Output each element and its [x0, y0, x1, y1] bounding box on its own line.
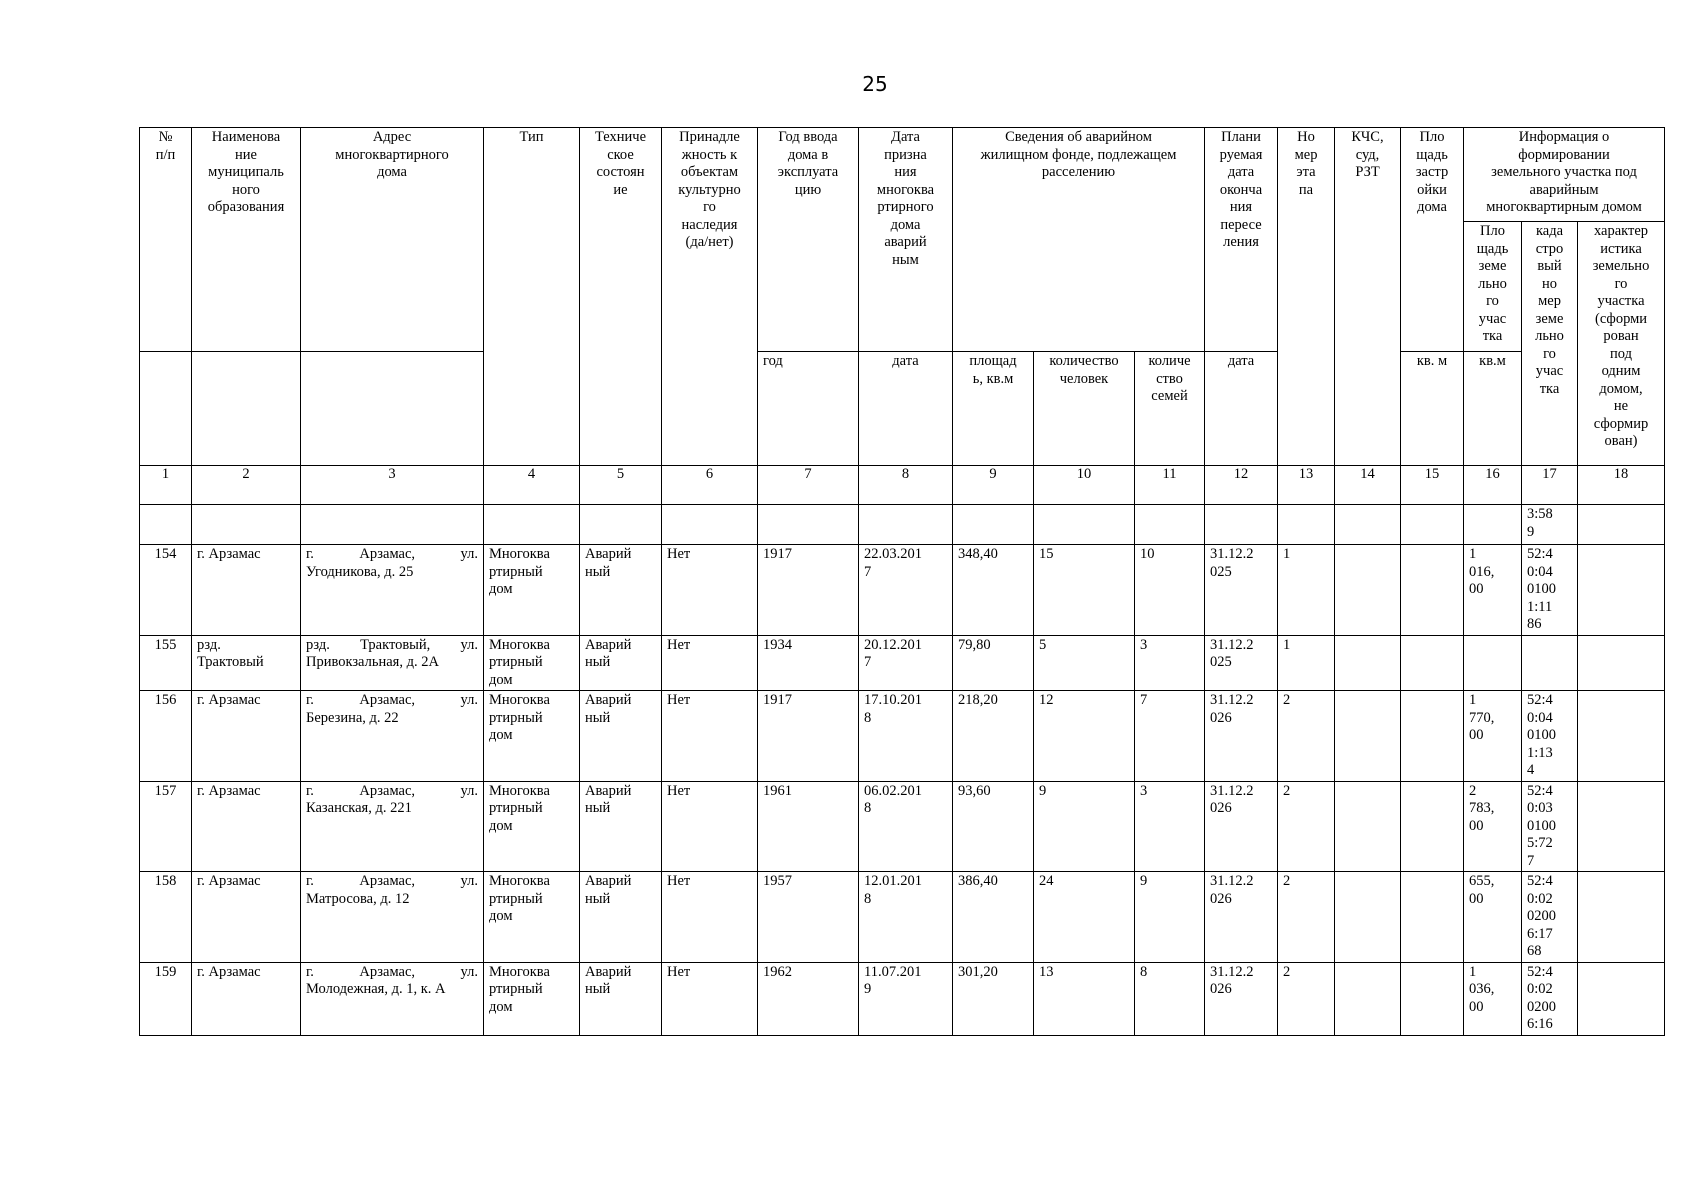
col-number: 8 [859, 466, 953, 505]
cell-build-area [1401, 691, 1464, 782]
cell-state: Аварий ный [580, 781, 662, 872]
cell-build-area [1401, 781, 1464, 872]
cell-year: 1917 [758, 691, 859, 782]
header-row-number: № п/п [140, 128, 192, 352]
cell-kchs [1335, 635, 1401, 691]
header-municipality: Наименова ние муниципаль ного образования [192, 128, 301, 352]
header-kchs: КЧС, суд, РЗТ [1335, 128, 1401, 466]
cell-families: 7 [1135, 691, 1205, 782]
cell-number: 154 [140, 545, 192, 636]
cell-land-char [1578, 545, 1665, 636]
cell-families: 10 [1135, 545, 1205, 636]
header-emergency-fund: Сведения об аварийном жилищном фонде, подлежащем расселению [953, 128, 1205, 352]
header-area-unit: площад ь, кв.м [953, 352, 1034, 466]
cell-cadastral [1522, 635, 1578, 691]
col-number: 1 [140, 466, 192, 505]
cell-cadastral: 52:4 0:03 0100 5:72 7 [1522, 781, 1578, 872]
address-line-1: г. Арзамас, ул. [306, 692, 478, 708]
header-address: Адрес многоквартирного дома [301, 128, 484, 352]
address-line-2: Молодежная, д. 1, к. А [306, 981, 446, 997]
cell-kchs [1335, 872, 1401, 963]
cell-number: 157 [140, 781, 192, 872]
cell-area: 79,80 [953, 635, 1034, 691]
header-year-unit: год [758, 352, 859, 466]
cell-cadastral: 3:58 9 [1522, 505, 1578, 545]
cell-municipality: г. Арзамас [192, 872, 301, 963]
header-land-area: Пло щадь земе льно го учас тка [1464, 222, 1522, 352]
header-year-built: Год ввода дома в эксплуата цию [758, 128, 859, 352]
table-row [140, 691, 1665, 782]
address-line-1: г. Арзамас, ул. [306, 546, 478, 562]
header-cadastral: када стро вый но мер земе льно го учас тка [1522, 222, 1578, 466]
cell-families: 8 [1135, 962, 1205, 1035]
header-plan-date-unit: дата [1205, 352, 1278, 466]
col-number: 11 [1135, 466, 1205, 505]
cell-stage: 2 [1278, 691, 1335, 782]
cell-stage: 2 [1278, 872, 1335, 963]
cell-municipality: г. Арзамас [192, 962, 301, 1035]
cell-municipality: г. Арзамас [192, 545, 301, 636]
cell-plan-date: 31.12.2 025 [1205, 545, 1278, 636]
cell-number: 156 [140, 691, 192, 782]
cell-state: Аварий ный [580, 545, 662, 636]
cell-type: Многоква ртирный дом [484, 635, 580, 691]
header-technical-state: Техниче ское состоян ие [580, 128, 662, 466]
cell-cadastral: 52:4 0:02 0200 6:16 [1522, 962, 1578, 1035]
table-row [140, 781, 1665, 872]
cell-land-area: 1 036, 00 [1464, 962, 1522, 1035]
resettlement-table [139, 127, 1665, 1036]
cell-people: 9 [1034, 781, 1135, 872]
cell-heritage: Нет [662, 691, 758, 782]
cell-heritage: Нет [662, 872, 758, 963]
table-row [140, 962, 1665, 1035]
header-planned-date: Плани руемая дата оконча ния пересе ления [1205, 128, 1278, 352]
cell-cadastral: 52:4 0:02 0200 6:17 68 [1522, 872, 1578, 963]
cell-date: 17.10.201 8 [859, 691, 953, 782]
cell-plan-date: 31.12.2 026 [1205, 781, 1278, 872]
cell-families: 9 [1135, 872, 1205, 963]
address-line-2: Казанская, д. 221 [306, 800, 412, 816]
cell-heritage: Нет [662, 635, 758, 691]
cell-address [301, 635, 484, 691]
header-land-info: Информация о формировании земельного участка под аварийным многоквартирным домом [1464, 128, 1665, 222]
cell-stage: 1 [1278, 635, 1335, 691]
cell-build-area [1401, 872, 1464, 963]
cell-municipality: рзд. Трактовый [192, 635, 301, 691]
header-heritage: Принадле жность к объектам культурно го наследия (да/нет) [662, 128, 758, 466]
cell-heritage: Нет [662, 545, 758, 636]
cell-cadastral: 52:4 0:04 0100 1:11 86 [1522, 545, 1578, 636]
header-emergency-date: Дата призна ния многоква ртирного дома аварий ным [859, 128, 953, 352]
col-number: 3 [301, 466, 484, 505]
cell-area: 386,40 [953, 872, 1034, 963]
cell-address [301, 545, 484, 636]
cell-land-area: 2 783, 00 [1464, 781, 1522, 872]
header-people-unit: количество человек [1034, 352, 1135, 466]
cell-address [301, 962, 484, 1035]
cell-type: Многоква ртирный дом [484, 962, 580, 1035]
cell-year: 1934 [758, 635, 859, 691]
cell-heritage: Нет [662, 962, 758, 1035]
address-line-2: Угодникова, д. 25 [306, 563, 414, 580]
column-numbers-row [140, 466, 1665, 505]
cell-plan-date: 31.12.2 026 [1205, 691, 1278, 782]
cell-land-char [1578, 635, 1665, 691]
table-row [140, 635, 1665, 691]
cell-land-area: 1 016, 00 [1464, 545, 1522, 636]
cell-state: Аварий ный [580, 962, 662, 1035]
cell-year: 1962 [758, 962, 859, 1035]
header-stage: Но мер эта па [1278, 128, 1335, 466]
cell-type: Многоква ртирный дом [484, 545, 580, 636]
cell-stage: 1 [1278, 545, 1335, 636]
header-land-area-unit: кв.м [1464, 352, 1522, 466]
cell-land-char [1578, 781, 1665, 872]
col-number: 18 [1578, 466, 1665, 505]
address-line-2: Матросова, д. 12 [306, 890, 410, 907]
header-build-area-unit: кв. м [1401, 352, 1464, 466]
cell-state: Аварий ный [580, 872, 662, 963]
cell-build-area [1401, 635, 1464, 691]
cell-area: 218,20 [953, 691, 1034, 782]
cell-type: Многоква ртирный дом [484, 872, 580, 963]
cell-build-area [1401, 545, 1464, 636]
col-number: 10 [1034, 466, 1135, 505]
cell-land-char [1578, 691, 1665, 782]
table-row [140, 872, 1665, 963]
cell-plan-date: 31.12.2 026 [1205, 962, 1278, 1035]
cell-plan-date: 31.12.2 026 [1205, 872, 1278, 963]
address-line-1: г. Арзамас, ул. [306, 873, 478, 889]
cell-people: 24 [1034, 872, 1135, 963]
cell-kchs [1335, 691, 1401, 782]
cell-heritage: Нет [662, 781, 758, 872]
cell-land-area: 655, 00 [1464, 872, 1522, 963]
header-date-unit: дата [859, 352, 953, 466]
col-number: 14 [1335, 466, 1401, 505]
table-header [140, 128, 1665, 505]
cell-address [301, 691, 484, 782]
cell-kchs [1335, 962, 1401, 1035]
cell-date: 22.03.201 7 [859, 545, 953, 636]
col-number: 4 [484, 466, 580, 505]
address-line-1: г. Арзамас, ул. [306, 782, 478, 799]
address-line-1: г. Арзамас, ул. [306, 963, 478, 980]
header-families-unit: количе ство семей [1135, 352, 1205, 466]
header-land-characteristic: характер истика земельно го участка (сформи рован под одним домом, не сформир ован) [1578, 222, 1665, 466]
cell-type: Многоква ртирный дом [484, 691, 580, 782]
cell-area: 348,40 [953, 545, 1034, 636]
cell-people: 13 [1034, 962, 1135, 1035]
cell-state: Аварий ный [580, 691, 662, 782]
cell-area: 301,20 [953, 962, 1034, 1035]
cell-build-area [1401, 962, 1464, 1035]
cell-families: 3 [1135, 781, 1205, 872]
table-row [140, 545, 1665, 636]
col-number: 15 [1401, 466, 1464, 505]
cell-number: 155 [140, 635, 192, 691]
cell-type: Многоква ртирный дом [484, 781, 580, 872]
cell-date: 20.12.201 7 [859, 635, 953, 691]
col-number: 6 [662, 466, 758, 505]
col-number: 12 [1205, 466, 1278, 505]
cell-state: Аварий ный [580, 635, 662, 691]
cell-year: 1957 [758, 872, 859, 963]
cell-people: 15 [1034, 545, 1135, 636]
cell-plan-date: 31.12.2 025 [1205, 635, 1278, 691]
cell-land-area: 1 770, 00 [1464, 691, 1522, 782]
carry-over-row [140, 505, 1665, 545]
cell-land-char [1578, 962, 1665, 1035]
col-number: 5 [580, 466, 662, 505]
col-number: 9 [953, 466, 1034, 505]
cell-kchs [1335, 545, 1401, 636]
header-building-area: Пло щадь застр ойки дома [1401, 128, 1464, 352]
cell-municipality: г. Арзамас [192, 781, 301, 872]
cell-people: 5 [1034, 635, 1135, 691]
cell-land-char [1578, 872, 1665, 963]
address-line-2: Березина, д. 22 [306, 709, 399, 726]
table-body [140, 505, 1665, 1036]
col-number: 17 [1522, 466, 1578, 505]
header-type: Тип [484, 128, 580, 466]
cell-stage: 2 [1278, 962, 1335, 1035]
cell-kchs [1335, 781, 1401, 872]
cell-date: 06.02.201 8 [859, 781, 953, 872]
cell-number: 159 [140, 962, 192, 1035]
col-number: 13 [1278, 466, 1335, 505]
cell-people: 12 [1034, 691, 1135, 782]
col-number: 7 [758, 466, 859, 505]
page-number: 25 [862, 72, 888, 96]
cell-year: 1961 [758, 781, 859, 872]
cell-families: 3 [1135, 635, 1205, 691]
cell-date: 11.07.201 9 [859, 962, 953, 1035]
address-line-2: Привокзальная, д. 2А [306, 654, 439, 670]
cell-date: 12.01.201 8 [859, 872, 953, 963]
cell-number: 158 [140, 872, 192, 963]
cell-cadastral: 52:4 0:04 0100 1:13 4 [1522, 691, 1578, 782]
cell-address [301, 781, 484, 872]
col-number: 16 [1464, 466, 1522, 505]
cell-municipality: г. Арзамас [192, 691, 301, 782]
cell-address [301, 872, 484, 963]
col-number: 2 [192, 466, 301, 505]
cell-year: 1917 [758, 545, 859, 636]
address-line-1: рзд. Трактовый, ул. [306, 636, 478, 653]
cell-stage: 2 [1278, 781, 1335, 872]
cell-land-area [1464, 635, 1522, 691]
cell-area: 93,60 [953, 781, 1034, 872]
